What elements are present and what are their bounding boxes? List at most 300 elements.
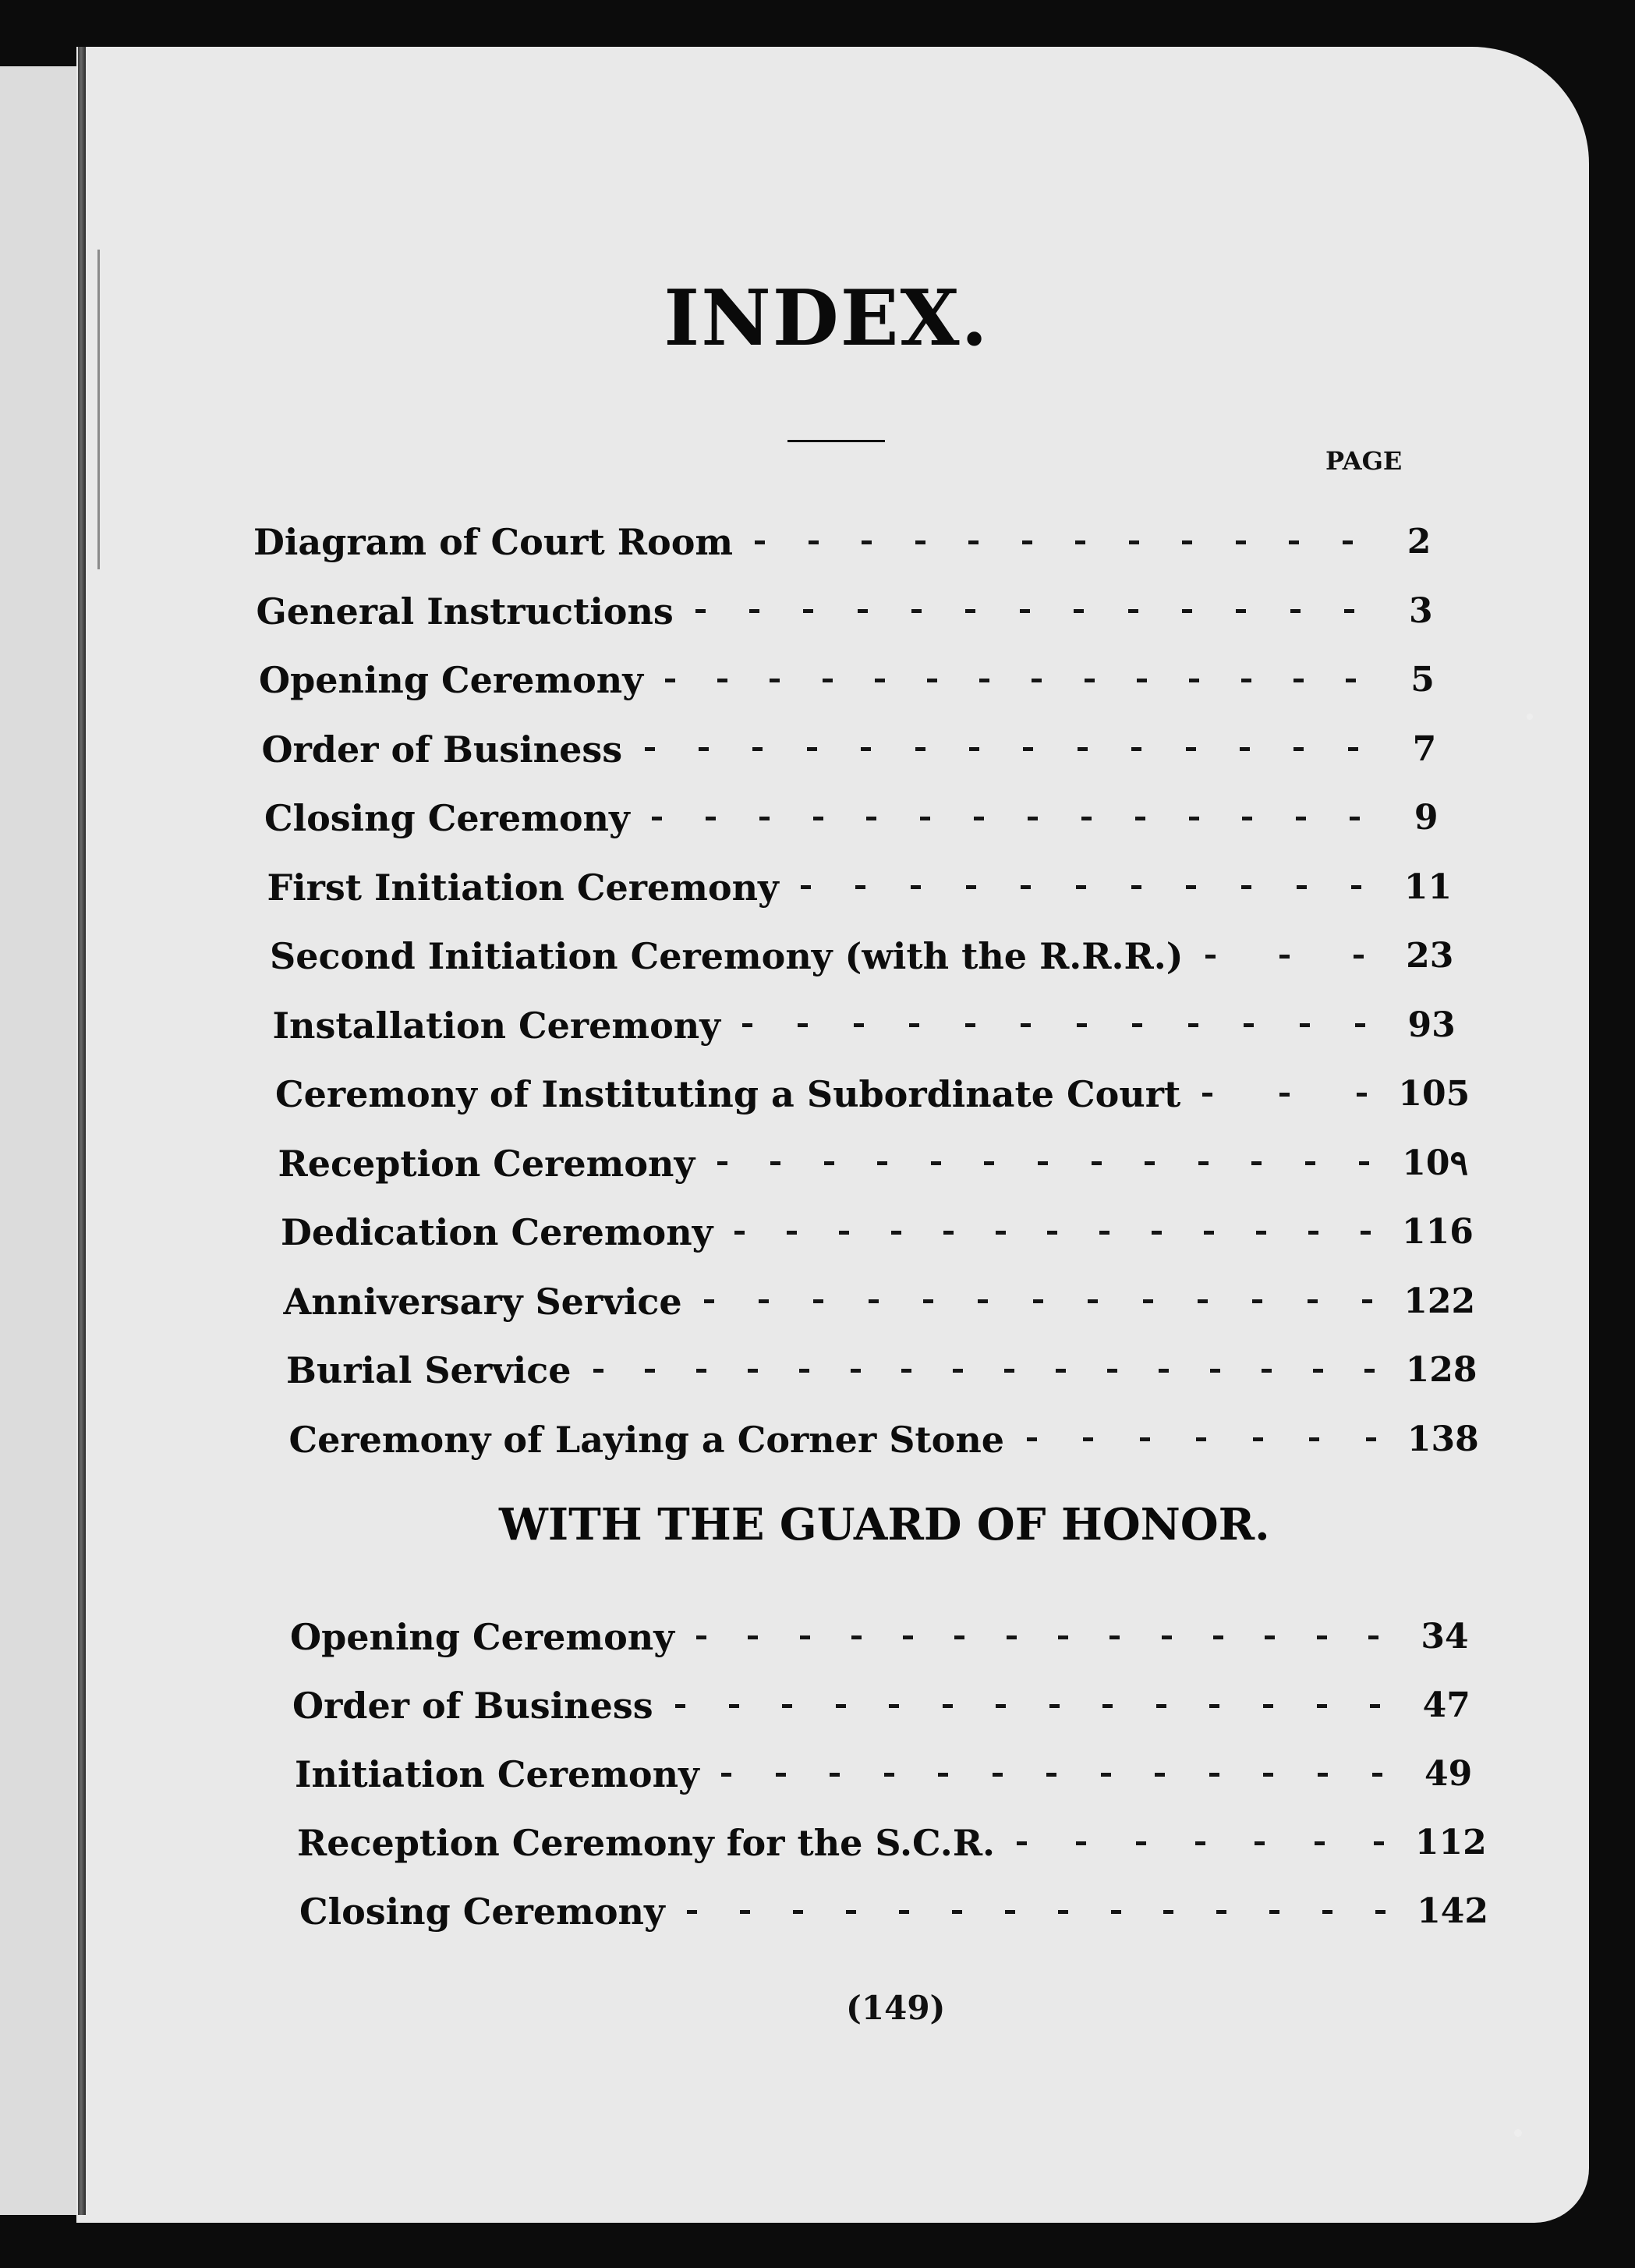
leader-dash xyxy=(793,1910,803,1914)
entry-label: Closing Ceremony xyxy=(299,1891,665,1933)
leader-dash xyxy=(1109,1635,1120,1639)
index-entry xyxy=(297,1816,1485,1870)
index-entry xyxy=(295,1747,1484,1802)
leader-dash xyxy=(1163,1910,1173,1914)
leader-dash xyxy=(748,1635,758,1639)
entry-page-number: 5 xyxy=(1410,660,1435,700)
leader-dash xyxy=(696,1369,706,1373)
leader-dash xyxy=(787,1231,797,1235)
book-binding-gutter xyxy=(78,47,86,2215)
leader-dash xyxy=(855,885,865,889)
leader-dash xyxy=(704,1299,714,1303)
leader-dash xyxy=(1256,1231,1266,1235)
entry-label: Reception Ceremony for the S.C.R. xyxy=(297,1822,996,1864)
leader-dash xyxy=(1308,1299,1318,1303)
leader-dash xyxy=(884,1773,894,1777)
leader-dash xyxy=(1269,1910,1279,1914)
index-entry xyxy=(264,791,1461,845)
leader-dash xyxy=(858,609,868,613)
entry-label: Opening Ceremony xyxy=(290,1616,674,1658)
dot-leaders xyxy=(717,1136,1369,1191)
leader-dash xyxy=(1159,1369,1169,1373)
index-entry xyxy=(257,584,1456,639)
leader-dash xyxy=(1348,747,1358,751)
leader-dash xyxy=(813,817,823,820)
leader-dash xyxy=(903,1635,913,1639)
entry-label: Opening Ceremony xyxy=(259,659,643,701)
leader-dash xyxy=(996,1704,1006,1708)
dot-leaders xyxy=(734,1205,1371,1260)
leader-dash xyxy=(1076,1841,1086,1845)
index-entry xyxy=(259,653,1458,707)
leader-dash xyxy=(699,747,709,751)
leader-dash xyxy=(803,609,813,613)
entry-page-number: 10٩ xyxy=(1402,1143,1469,1183)
leader-dash xyxy=(1265,1635,1275,1639)
leader-dash xyxy=(1355,1023,1365,1027)
leader-dash xyxy=(978,1299,988,1303)
leader-dash xyxy=(1308,1231,1318,1235)
leader-dash xyxy=(1309,1437,1319,1441)
leader-dash xyxy=(1186,747,1196,751)
leader-dash xyxy=(1021,885,1031,889)
leader-dash xyxy=(1046,1773,1056,1777)
leader-dash xyxy=(734,1231,745,1235)
entry-page-number: 47 xyxy=(1422,1685,1470,1725)
leader-dash xyxy=(1033,1299,1043,1303)
leader-dash xyxy=(1262,1369,1272,1373)
leader-dash xyxy=(974,817,984,820)
leader-dash xyxy=(1357,1093,1367,1097)
leader-dash xyxy=(1101,1773,1111,1777)
title-rule xyxy=(787,440,885,442)
dot-leaders xyxy=(755,515,1353,569)
leader-dash xyxy=(770,679,780,682)
leader-dash xyxy=(1058,1635,1068,1639)
leader-dash xyxy=(1252,1299,1262,1303)
leader-dash xyxy=(901,1369,911,1373)
leader-dash xyxy=(915,747,925,751)
leader-dash xyxy=(729,1704,739,1708)
leader-dash xyxy=(943,1704,953,1708)
entry-label: Diagram of Court Room xyxy=(253,521,734,563)
entry-page-number: 3 xyxy=(1408,590,1433,631)
index-entry xyxy=(281,1205,1472,1260)
entry-page-number: 112 xyxy=(1414,1823,1487,1862)
entry-page-number: 2 xyxy=(1407,522,1432,562)
leader-dash xyxy=(1076,885,1086,889)
leader-dash xyxy=(1362,1299,1372,1303)
leader-dash xyxy=(1005,1910,1015,1914)
leader-dash xyxy=(1236,540,1246,544)
leader-dash xyxy=(1209,1773,1219,1777)
leader-dash xyxy=(927,679,937,682)
leader-dash xyxy=(798,1023,808,1027)
leader-dash xyxy=(782,1704,792,1708)
leader-dash xyxy=(891,1231,901,1235)
dot-leaders xyxy=(801,860,1362,915)
dot-leaders xyxy=(742,998,1366,1053)
leader-dash xyxy=(869,1299,879,1303)
leader-dash xyxy=(721,1773,731,1777)
leader-dash xyxy=(1354,955,1364,959)
leader-dash xyxy=(938,1773,948,1777)
leader-dash xyxy=(1182,609,1192,613)
entry-page-number: 34 xyxy=(1421,1617,1469,1657)
dot-leaders xyxy=(665,653,1357,707)
entry-page-number: 105 xyxy=(1398,1074,1470,1114)
leader-dash xyxy=(1189,679,1199,682)
entry-label: First Initiation Ceremony xyxy=(267,866,779,909)
leader-dash xyxy=(749,609,759,613)
leader-dash xyxy=(889,1704,899,1708)
leader-dash xyxy=(1135,817,1145,820)
leader-dash xyxy=(823,679,833,682)
binding-crease xyxy=(97,250,100,569)
leader-dash xyxy=(1317,1635,1327,1639)
leader-dash xyxy=(1017,1841,1027,1845)
dot-leaders xyxy=(1205,929,1364,983)
leader-dash xyxy=(1315,1841,1325,1845)
dot-leaders xyxy=(645,722,1358,777)
leader-dash xyxy=(717,1161,727,1165)
leader-dash xyxy=(755,540,765,544)
leader-dash xyxy=(1132,1023,1142,1027)
leader-dash xyxy=(839,1231,849,1235)
leader-dash xyxy=(1300,1023,1310,1027)
leader-dash xyxy=(1131,747,1141,751)
leader-dash xyxy=(1021,1023,1031,1027)
index-entry xyxy=(270,929,1465,983)
leader-dash xyxy=(1251,1161,1262,1165)
leader-dash xyxy=(923,1299,933,1303)
entry-label: Burial Service xyxy=(286,1349,572,1391)
leader-dash xyxy=(742,1023,752,1027)
leader-dash xyxy=(1111,1910,1121,1914)
leader-dash xyxy=(740,1910,750,1914)
entry-label: Reception Ceremony xyxy=(278,1142,695,1185)
dot-leaders xyxy=(687,1884,1386,1939)
leader-dash xyxy=(836,1704,846,1708)
leader-dash xyxy=(1156,1704,1166,1708)
leader-dash xyxy=(1081,817,1092,820)
leader-dash xyxy=(1322,1910,1332,1914)
leader-dash xyxy=(1368,1635,1378,1639)
leader-dash xyxy=(776,1773,786,1777)
leader-dash xyxy=(1240,747,1250,751)
leader-dash xyxy=(1136,1841,1146,1845)
leader-dash xyxy=(1359,1161,1369,1165)
leader-dash xyxy=(770,1161,780,1165)
leader-dash xyxy=(1143,1299,1153,1303)
leader-dash xyxy=(1074,609,1084,613)
leader-dash xyxy=(645,747,655,751)
leader-dash xyxy=(593,1369,603,1373)
entry-page-number: 93 xyxy=(1407,1005,1456,1045)
entry-label: Initiation Ceremony xyxy=(295,1753,699,1795)
leader-dash xyxy=(652,817,662,820)
leader-dash xyxy=(1128,609,1138,613)
leader-dash xyxy=(862,540,872,544)
leader-dash xyxy=(1131,885,1141,889)
leader-dash xyxy=(696,1635,706,1639)
entry-label: Order of Business xyxy=(292,1685,653,1727)
page-folio-number: (149) xyxy=(846,1989,946,2027)
leader-dash xyxy=(993,1773,1003,1777)
leader-dash xyxy=(1022,540,1032,544)
leader-dash xyxy=(1361,1231,1371,1235)
entry-page-number: 128 xyxy=(1405,1350,1478,1390)
leader-dash xyxy=(1075,540,1085,544)
leader-dash xyxy=(800,1635,810,1639)
leader-dash xyxy=(1028,817,1038,820)
leader-dash xyxy=(1297,885,1307,889)
leader-dash xyxy=(675,1704,685,1708)
entry-label: Closing Ceremony xyxy=(264,797,630,839)
leader-dash xyxy=(1083,1437,1093,1441)
leader-dash xyxy=(645,1369,655,1373)
leader-dash xyxy=(1372,1773,1382,1777)
leader-dash xyxy=(1099,1231,1109,1235)
leader-dash xyxy=(877,1161,887,1165)
leader-dash xyxy=(1204,1231,1214,1235)
page-column-heading: PAGE xyxy=(1325,446,1403,476)
leader-dash xyxy=(1213,1635,1223,1639)
leader-dash xyxy=(1343,540,1353,544)
leader-dash xyxy=(920,817,930,820)
leader-dash xyxy=(813,1299,823,1303)
leader-dash xyxy=(909,1023,919,1027)
leader-dash xyxy=(1155,1773,1165,1777)
entry-page-number: 142 xyxy=(1417,1891,1489,1931)
leader-dash xyxy=(1255,1841,1265,1845)
index-entry xyxy=(278,1136,1470,1191)
leader-dash xyxy=(965,1023,975,1027)
leader-dash xyxy=(1210,1369,1220,1373)
leader-dash xyxy=(1196,1437,1206,1441)
leader-dash xyxy=(1198,1299,1208,1303)
leader-dash xyxy=(706,817,716,820)
leader-dash xyxy=(979,679,989,682)
entry-page-number: 23 xyxy=(1406,936,1454,976)
entry-label: Order of Business xyxy=(261,728,623,771)
dot-leaders xyxy=(696,1610,1378,1664)
leader-dash xyxy=(952,1910,962,1914)
leader-dash xyxy=(1242,817,1252,820)
leader-dash xyxy=(1370,1704,1380,1708)
page-title: INDEX. xyxy=(664,274,989,363)
dot-leaders xyxy=(1202,1067,1367,1122)
leader-dash xyxy=(1058,1910,1068,1914)
leader-dash xyxy=(665,679,675,682)
leader-dash xyxy=(1038,1161,1048,1165)
index-entry xyxy=(290,1610,1480,1664)
leader-dash xyxy=(968,540,979,544)
leader-dash xyxy=(1289,540,1299,544)
dot-leaders xyxy=(593,1343,1375,1398)
leader-dash xyxy=(809,540,819,544)
leader-dash xyxy=(1189,817,1199,820)
leader-dash xyxy=(748,1369,758,1373)
leader-dash xyxy=(1004,1369,1014,1373)
entry-page-number: 9 xyxy=(1414,798,1439,838)
leader-dash xyxy=(911,885,921,889)
section-heading: WITH THE GUARD OF HONOR. xyxy=(499,1499,1270,1550)
entry-page-number: 7 xyxy=(1412,728,1437,769)
dot-leaders xyxy=(721,1747,1382,1802)
leader-dash xyxy=(1296,817,1306,820)
dot-leaders xyxy=(675,1678,1380,1733)
index-entry xyxy=(286,1343,1476,1398)
leader-dash xyxy=(1209,1704,1219,1708)
leader-dash xyxy=(1244,1023,1254,1027)
leader-dash xyxy=(851,1369,861,1373)
leader-dash xyxy=(911,609,922,613)
leader-dash xyxy=(1350,817,1360,820)
leader-dash xyxy=(1241,679,1251,682)
leader-dash xyxy=(1182,540,1192,544)
entry-label: Anniversary Service xyxy=(283,1280,682,1323)
leader-dash xyxy=(1375,1910,1386,1914)
leader-dash xyxy=(1236,609,1246,613)
leader-dash xyxy=(687,1910,697,1914)
leader-dash xyxy=(1253,1437,1263,1441)
entry-label: Second Initiation Ceremony (with the R.R.R.) xyxy=(270,935,1184,977)
leader-dash xyxy=(1027,1437,1037,1441)
leader-dash xyxy=(759,1299,769,1303)
leader-dash xyxy=(969,747,979,751)
leader-dash xyxy=(943,1231,954,1235)
leader-dash xyxy=(1007,1635,1017,1639)
entry-label: Installation Ceremony xyxy=(272,1004,720,1047)
index-entry xyxy=(253,515,1454,569)
leader-dash xyxy=(1205,955,1216,959)
leader-dash xyxy=(1056,1369,1066,1373)
leader-dash xyxy=(759,817,770,820)
leader-dash xyxy=(695,609,706,613)
leader-dash xyxy=(801,885,811,889)
leader-dash xyxy=(1290,609,1301,613)
leader-dash xyxy=(1279,1093,1290,1097)
index-entry xyxy=(299,1884,1487,1939)
leader-dash xyxy=(899,1910,909,1914)
leader-dash xyxy=(953,1369,963,1373)
leader-dash xyxy=(866,817,876,820)
leader-dash xyxy=(1317,1704,1327,1708)
leader-dash xyxy=(954,1635,964,1639)
index-entry xyxy=(284,1274,1474,1329)
leader-dash xyxy=(875,679,885,682)
leader-dash xyxy=(1195,1841,1205,1845)
leader-dash xyxy=(1318,1773,1328,1777)
leader-dash xyxy=(1188,1023,1198,1027)
leader-dash xyxy=(1263,1773,1273,1777)
leader-dash xyxy=(1198,1161,1209,1165)
paper-speck xyxy=(1514,2129,1522,2137)
leader-dash xyxy=(1344,609,1354,613)
index-entry xyxy=(273,998,1467,1053)
leader-dash xyxy=(1162,1635,1172,1639)
entry-page-number: 122 xyxy=(1403,1281,1476,1321)
entry-label: Ceremony of Instituting a Subordinate Court xyxy=(275,1073,1181,1115)
leader-dash xyxy=(1364,1369,1375,1373)
index-entry xyxy=(289,1412,1478,1467)
leader-dash xyxy=(1107,1369,1117,1373)
index-entry xyxy=(267,860,1463,915)
leader-dash xyxy=(799,1369,809,1373)
leader-dash xyxy=(1293,747,1304,751)
leader-dash xyxy=(1085,679,1095,682)
leader-dash xyxy=(854,1023,864,1027)
leader-dash xyxy=(1279,955,1290,959)
leader-dash xyxy=(984,1161,994,1165)
leader-dash xyxy=(1305,1161,1315,1165)
index-entry xyxy=(275,1067,1468,1122)
leader-dash xyxy=(1145,1161,1155,1165)
leader-dash xyxy=(1078,747,1088,751)
leader-dash xyxy=(1023,747,1033,751)
dot-leaders xyxy=(695,584,1355,639)
leader-dash xyxy=(965,609,975,613)
entry-page-number: 116 xyxy=(1402,1212,1474,1252)
leader-dash xyxy=(1129,540,1139,544)
leader-dash xyxy=(1293,679,1304,682)
leader-dash xyxy=(861,747,871,751)
entry-page-number: 11 xyxy=(1403,866,1453,907)
leader-dash xyxy=(1088,1299,1098,1303)
leader-dash xyxy=(1313,1369,1323,1373)
leader-dash xyxy=(996,1231,1006,1235)
leader-dash xyxy=(1077,1023,1087,1027)
leader-dash xyxy=(1202,1093,1212,1097)
leader-dash xyxy=(1049,1704,1060,1708)
leader-dash xyxy=(1137,679,1147,682)
leader-dash xyxy=(1152,1231,1162,1235)
leader-dash xyxy=(1351,885,1361,889)
entry-label: General Instructions xyxy=(256,590,674,633)
leader-dash xyxy=(1140,1437,1150,1441)
leader-dash xyxy=(1020,609,1030,613)
paper-speck xyxy=(1527,714,1533,720)
leader-dash xyxy=(717,679,727,682)
leader-dash xyxy=(1047,1231,1057,1235)
entry-page-number: 49 xyxy=(1424,1754,1473,1794)
leader-dash xyxy=(1186,885,1196,889)
index-entry xyxy=(262,722,1460,777)
leader-dash xyxy=(1241,885,1251,889)
leader-dash xyxy=(1216,1910,1226,1914)
leader-dash xyxy=(1346,679,1356,682)
leader-dash xyxy=(931,1161,941,1165)
leader-dash xyxy=(915,540,925,544)
index-entry xyxy=(292,1678,1481,1733)
leader-dash xyxy=(1263,1704,1273,1708)
leader-dash xyxy=(1032,679,1042,682)
leader-dash xyxy=(1374,1841,1384,1845)
dot-leaders xyxy=(1027,1412,1376,1467)
leader-dash xyxy=(1366,1437,1376,1441)
leader-dash xyxy=(1102,1704,1113,1708)
leader-dash xyxy=(966,885,976,889)
dot-leaders xyxy=(652,791,1360,845)
entry-page-number: 138 xyxy=(1407,1419,1479,1459)
leader-dash xyxy=(752,747,763,751)
dot-leaders xyxy=(704,1274,1373,1329)
entry-label: Dedication Ceremony xyxy=(281,1211,713,1253)
leader-dash xyxy=(807,747,817,751)
entry-label: Ceremony of Laying a Corner Stone xyxy=(288,1418,1005,1461)
leader-dash xyxy=(1092,1161,1102,1165)
